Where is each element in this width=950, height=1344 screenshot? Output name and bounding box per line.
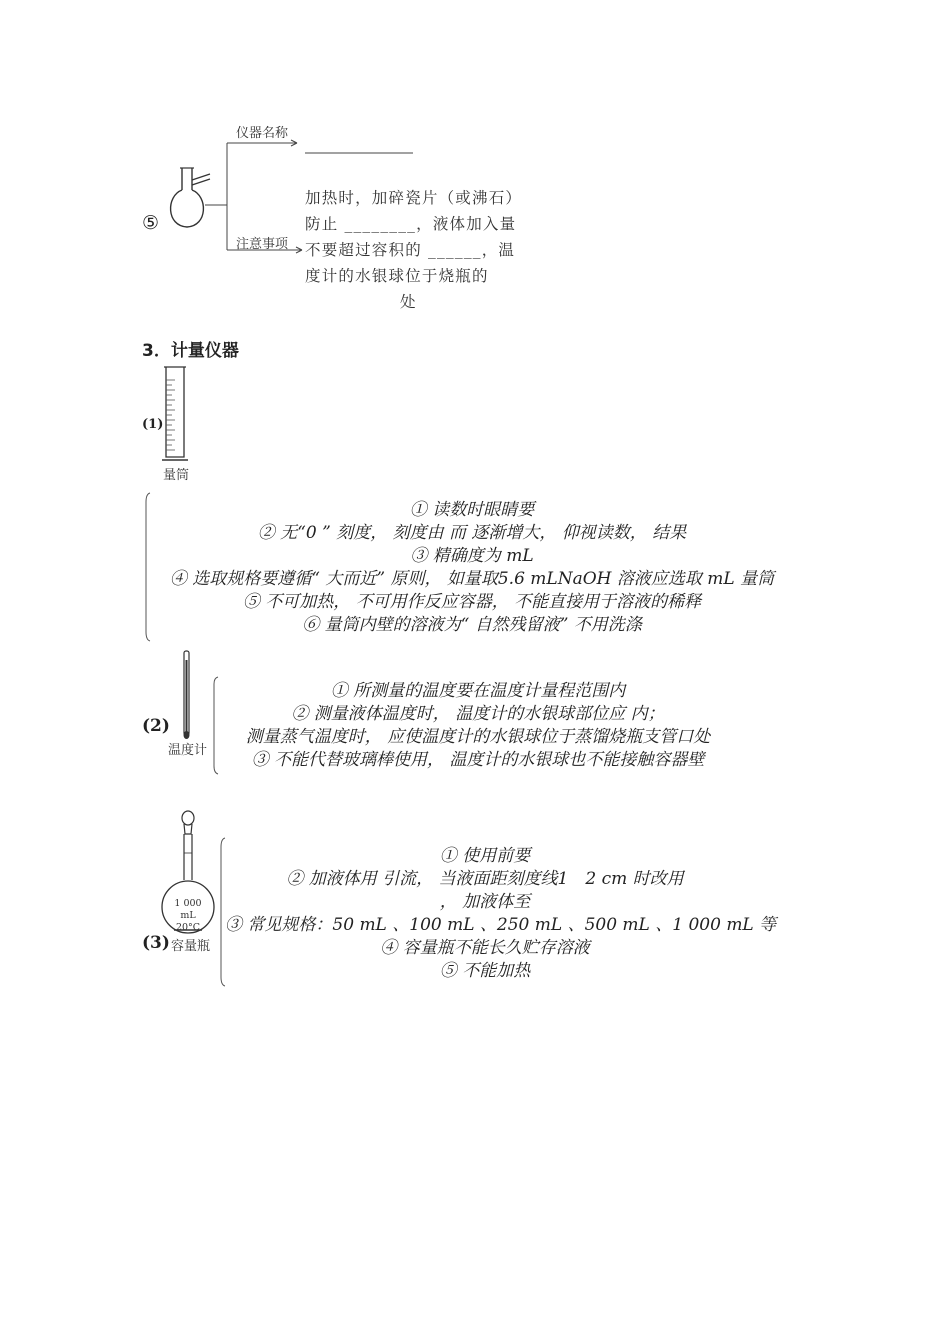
cylinder-marker: (1)	[142, 417, 164, 432]
branch-notes-label: 注意事项	[236, 237, 289, 252]
item5-notes	[305, 185, 545, 315]
thermometer-marker: (2)	[142, 716, 170, 736]
item5-note-line: 加热时，加碎瓷片（或沸石）	[305, 189, 523, 207]
flask-note-line: ③ 常见规格：50 mL 、100 mL 、250 mL 、500 mL 、1 000 mL 等	[225, 915, 777, 935]
flask-caption: 容量瓶	[171, 939, 211, 954]
flask-label	[166, 898, 210, 934]
cylinder-notes	[152, 499, 792, 637]
item5-note-line: 不要超过容积的 ______，温	[305, 241, 516, 259]
cylinder-note-line: ⑥ 量筒内壁的溶液为“ 自然残留液” 不用洗涤	[302, 615, 642, 635]
flask-capacity-label: 1 000 mL	[174, 898, 202, 921]
thermometer-note-line: ① 所测量的温度要在温度计量程范围内	[330, 681, 626, 701]
flask-note-line: ④ 容量瓶不能长久贮存溶液	[380, 938, 590, 958]
cylinder-note-line: ③ 精确度为 mL	[410, 546, 534, 566]
flask-note-line: ⑤ 不能加热	[439, 961, 531, 981]
flask-note-line: ， 加液体至	[439, 892, 531, 912]
thermometer-note-line: ③ 不能代替玻璃棒使用， 温度计的水银球也不能接触容器壁	[251, 750, 705, 770]
cylinder-note-line: ② 无“0 ” 刻度， 刻度由 而 逐渐增大， 仰视读数， 结果	[257, 523, 687, 543]
flask-note-line: ② 加液体用 引流， 当液面距刻度线1 2 cm 时改用	[286, 869, 684, 889]
section-heading: 3．计量仪器	[142, 341, 239, 361]
thermometer-notes	[218, 680, 738, 772]
thermometer-note-line: 测量蒸气温度时， 应使温度计的水银球位于蒸馏烧瓶支管口处	[245, 727, 711, 747]
cylinder-note-line: ④ 选取规格要遵循“ 大而近” 原则， 如量取5.6 mLNaOH 溶液应选取 mL 量筒	[169, 569, 775, 589]
thermometer-note-line: ② 测量液体温度时， 温度计的水银球部位应 内；	[291, 704, 665, 724]
cylinder-note-line: ⑤ 不可加热， 不可用作反应容器， 不能直接用于溶液的稀释	[242, 592, 702, 612]
branch-name-label: 仪器名称	[236, 126, 289, 141]
cylinder-brace-icon	[140, 492, 152, 642]
flask-marker: (3)	[142, 933, 170, 953]
item5-note-line: 防止 ________，液体加入量	[305, 215, 517, 233]
item5-marker: ⑤	[142, 212, 160, 234]
item5-note-line: 处	[400, 293, 417, 311]
flask-notes	[225, 845, 777, 983]
item5-note-line: 度计的水银球位于烧瓶的	[305, 267, 489, 285]
thermometer-caption: 温度计	[168, 743, 208, 758]
thermometer-icon	[181, 650, 193, 740]
flask-note-line: ① 使用前要	[439, 846, 531, 866]
flask-temperature-label: 20°C	[175, 922, 201, 933]
cylinder-note-line: ① 读数时眼睛要	[409, 500, 535, 520]
graduated-cylinder-icon	[160, 365, 190, 465]
cylinder-caption: 量筒	[163, 468, 190, 483]
